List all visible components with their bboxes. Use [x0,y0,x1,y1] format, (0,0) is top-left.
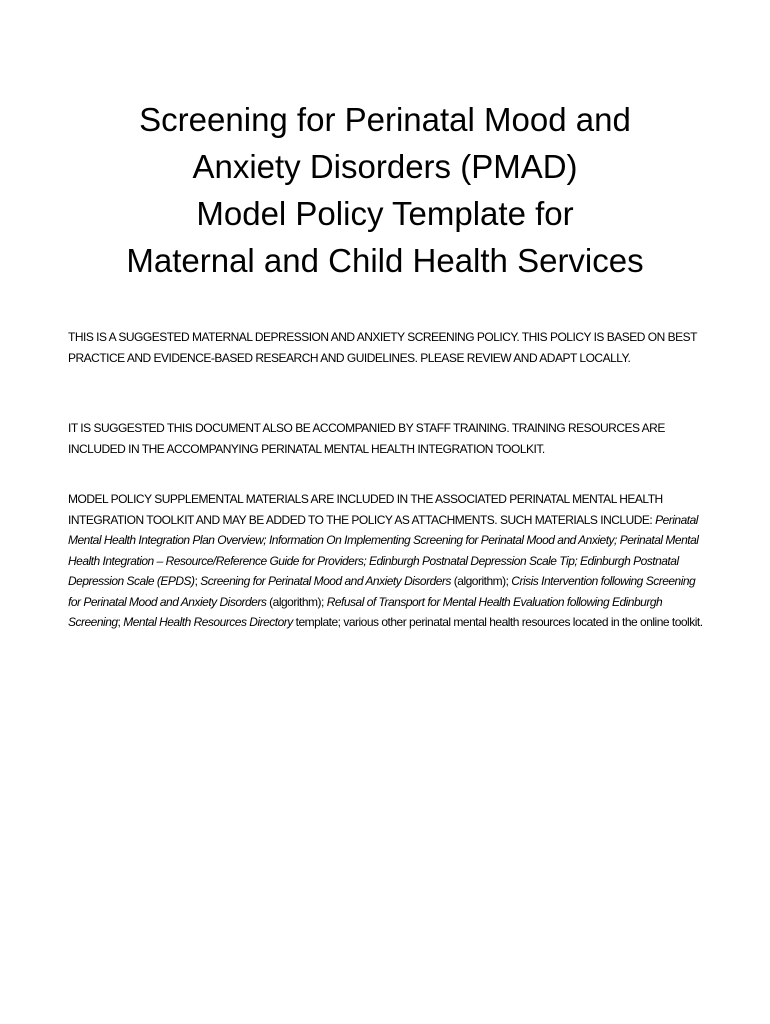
title-line-1: Screening for Perinatal Mood and [139,101,631,138]
training-paragraph: IT IS SUGGESTED THIS DOCUMENT ALSO BE ACCOMPANIED BY STAFF TRAINING. TRAINING RESOURCES ARE INCLUDED IN THE ACCOMPANYING PERINATAL MENTAL HEALTH INTEGRATION TOOLKIT. [68,421,665,456]
materials-list-item-1: Perinatal Mental Health Integration Plan Overview; Information On Implementing Screening for Perinatal Mood and Anxiety; Perinatal Mental Health Integration – Resource/Reference Guide for Providers; Edinburgh Postnatal Depression Scale Tip; Edinburgh Postnatal Depression Scale (EPDS) [68,512,699,588]
algorithm-note-2: (algorithm); [266,594,327,609]
supplemental-intro: MODEL POLICY SUPPLEMENTAL MATERIALS ARE INCLUDED IN THE ASSOCIATED PERINATAL MENTAL HEALTH INTEGRATION TOOLKIT AND MAY BE ADDED TO THE POLICY AS ATTACHMENTS. SUCH MATERIALS INCLUDE: [68,492,663,527]
materials-list-item-3: Crisis Intervention following Screening for Perinatal Mood and Anxiety Disorders [68,574,696,609]
separator-1: ; [194,574,201,588]
title-line-2: Anxiety Disorders (PMAD) [192,148,578,185]
materials-closing-text: template; various other perinatal mental health resources located in the online toolkit. [292,615,703,629]
materials-list-item-2: Screening for Perinatal Mood and Anxiety Disorders [200,574,451,588]
document-title [60,96,710,284]
algorithm-note-1: (algorithm); [450,574,512,588]
materials-list-item-4: Refusal of Transport for Mental Health Evaluation following Edinburgh Screening [68,594,663,629]
materials-list-item-5: Mental Health Resources Directory [123,615,293,629]
supplemental-materials-paragraph [68,489,708,633]
title-line-3: Model Policy Template for [196,195,574,232]
intro-paragraph: THIS IS A SUGGESTED MATERNAL DEPRESSION AND ANXIETY SCREENING POLICY. THIS POLICY IS BASED ON BEST PRACTICE AND EVIDENCE-BASED RESEARCH AND GUIDELINES. PLEASE REVIEW AND ADAPT LOCALLY. [68,330,697,365]
separator-2: ; [117,615,124,629]
title-line-4: Maternal and Child Health Services [126,242,644,279]
